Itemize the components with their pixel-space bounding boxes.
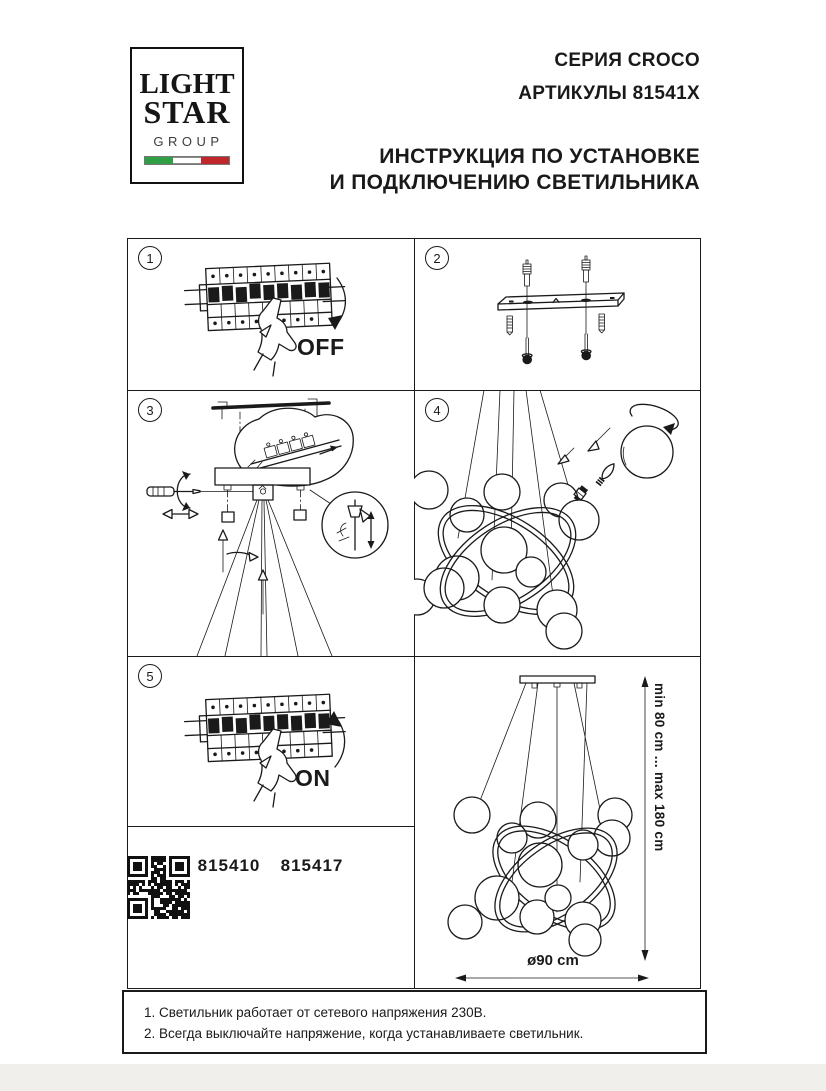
header-text <box>330 50 700 195</box>
step-3-panel <box>127 390 414 656</box>
logo-word-star: STAR <box>143 93 231 130</box>
off-label: OFF <box>297 334 345 360</box>
qr-codes <box>127 856 414 948</box>
article-number: 815417 <box>280 856 344 875</box>
step-4-panel <box>414 390 701 656</box>
series-title: СЕРИЯ CROCO <box>554 50 700 71</box>
height-dimension-label: min 80 cm ... max 180 cm <box>652 683 667 852</box>
step-2-number: 2 <box>425 246 449 270</box>
qr-codes-panel <box>127 826 414 989</box>
flag-red <box>201 157 229 164</box>
mounting-bar-illustration <box>414 238 701 390</box>
instruction-title-line1: ИНСТРУКЦИЯ ПО УСТАНОВКЕ <box>379 145 700 168</box>
globe-assembly-illustration <box>414 390 701 656</box>
flag-white <box>173 157 201 164</box>
step-5-panel <box>127 656 414 826</box>
logo-word-group: GROUP <box>153 134 224 150</box>
articles-title: АРТИКУЛЫ 81541X <box>518 83 700 104</box>
breaker-on-illustration <box>127 656 414 826</box>
instruction-title-line2: И ПОДКЛЮЧЕНИЮ СВЕТИЛЬНИКА <box>329 170 700 194</box>
qr-item-815417 <box>281 856 344 948</box>
step-5-number: 5 <box>138 664 162 688</box>
qr-code-image <box>198 885 261 948</box>
step-4-number: 4 <box>425 398 449 422</box>
diameter-dimension-label: ø90 cm <box>527 952 579 969</box>
qr-code-image <box>281 885 344 948</box>
step-1-number: 1 <box>138 246 162 270</box>
safety-notes <box>122 990 707 1054</box>
safety-note-1: 1. Светильник работает от сетевого напряжения 230В. <box>144 1005 487 1020</box>
step-1-panel <box>127 238 414 390</box>
safety-note-2: 2. Всегда выключайте напряжение, когда устанавливаете светильник. <box>144 1025 584 1041</box>
article-number: 815410 <box>197 856 261 875</box>
dimensions-panel <box>414 656 701 989</box>
logo-flag <box>144 156 230 165</box>
lightstar-logo <box>130 47 244 184</box>
breaker-off-illustration <box>127 238 414 390</box>
page-bottom-edge <box>0 1064 826 1091</box>
on-label: ON <box>295 765 331 791</box>
flag-green <box>145 157 173 164</box>
qr-item-815410 <box>198 856 261 948</box>
logo-word-light: LIGHT <box>139 68 235 100</box>
step-3-number: 3 <box>138 398 162 422</box>
step-2-panel <box>414 238 701 390</box>
canopy-mounting-illustration <box>127 390 414 656</box>
instruction-title <box>330 144 700 195</box>
